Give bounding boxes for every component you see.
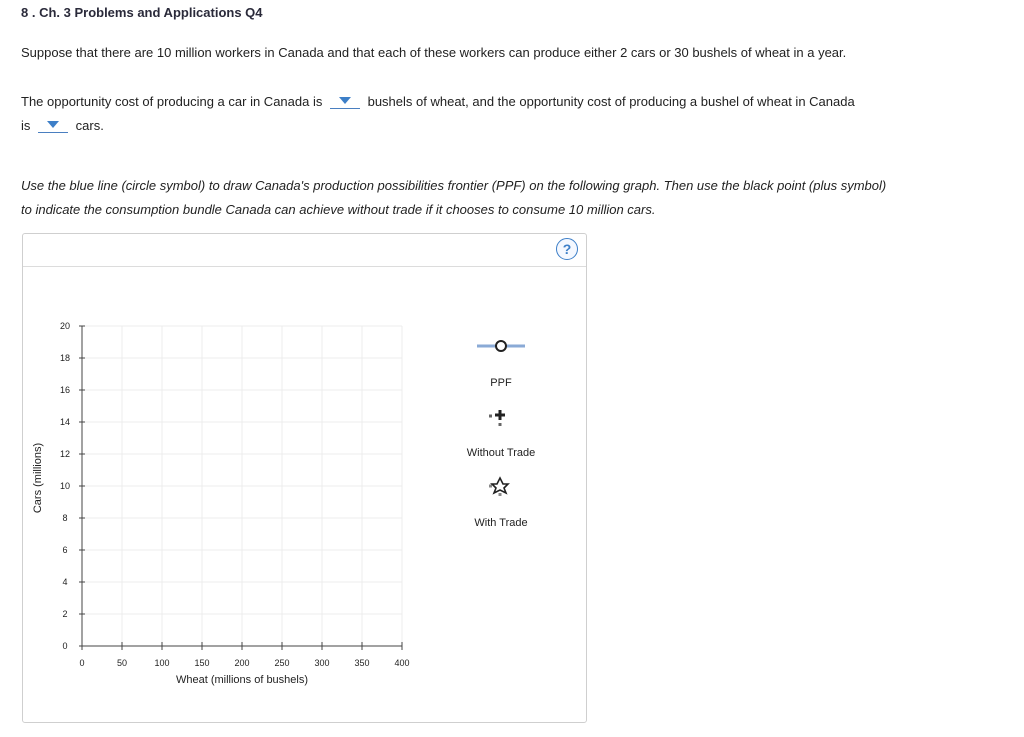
star-point-icon — [492, 478, 508, 493]
y-axis-title: Cars (millions) — [32, 442, 44, 514]
question-line-2 — [21, 118, 104, 133]
instruction-line-1: Use the blue line (circle symbol) to draw Canada's production possibilities frontier (PPF) on the following graph. Then use the black point (plus symbol) — [21, 178, 887, 193]
x-tick-label: 350 — [354, 658, 370, 668]
line1-start-text: The opportunity cost of producing a car in Canada is — [21, 94, 323, 109]
question-title: 8 . Ch. 3 Problems and Applications Q4 — [21, 5, 263, 20]
x-tick-label: 150 — [194, 658, 210, 668]
x-tick-label: 200 — [234, 658, 250, 668]
y-tick-label: 12 — [59, 449, 71, 459]
help-icon[interactable]: ? — [556, 238, 578, 260]
y-tick-label: 6 — [62, 545, 68, 555]
legend-label-with-trade: With Trade — [474, 517, 528, 529]
x-tick-label: 400 — [394, 658, 410, 668]
plus-point-icon — [495, 410, 505, 420]
y-tick-label: 10 — [59, 481, 71, 491]
legend-label-without-trade: Without Trade — [466, 447, 536, 459]
wheat-opportunity-cost-dropdown[interactable] — [38, 118, 68, 133]
line2-start-text: is — [21, 118, 31, 133]
x-tick-label: 0 — [79, 658, 85, 668]
x-tick-label: 50 — [116, 658, 128, 668]
y-tick-label: 16 — [59, 385, 71, 395]
question-line-1 — [21, 94, 855, 109]
graph-panel — [22, 233, 587, 723]
dropdown-arrow-icon — [47, 121, 59, 128]
y-tick-label: 18 — [59, 353, 71, 363]
line2-end-text: cars. — [75, 118, 104, 133]
ppf-graph[interactable] — [23, 234, 586, 722]
x-tick-label: 300 — [314, 658, 330, 668]
x-tick-label: 100 — [154, 658, 170, 668]
y-tick-label: 20 — [59, 321, 71, 331]
x-axis-title: Wheat (millions of bushels) — [175, 674, 309, 686]
y-tick-label: 0 — [62, 641, 68, 651]
x-tick-label: 250 — [274, 658, 290, 668]
question-intro: Suppose that there are 10 million workers in Canada and that each of these workers can produce either 2 cars or 30 bushels of wheat in a year. — [21, 45, 847, 60]
line1-end-text: bushels of wheat, and the opportunity cost of producing a bushel of wheat in Canada — [367, 94, 855, 109]
instruction-line-2: to indicate the consumption bundle Canada can achieve without trade if it chooses to consume 10 million cars. — [21, 202, 656, 217]
legend-label-ppf: PPF — [490, 377, 512, 389]
y-tick-label: 8 — [62, 513, 68, 523]
ppf-circle-line-icon — [496, 341, 506, 351]
y-tick-label: 2 — [62, 609, 68, 619]
dropdown-arrow-icon — [339, 97, 351, 104]
y-tick-label: 14 — [59, 417, 71, 427]
y-tick-label: 4 — [62, 577, 68, 587]
car-opportunity-cost-dropdown[interactable] — [330, 94, 360, 109]
